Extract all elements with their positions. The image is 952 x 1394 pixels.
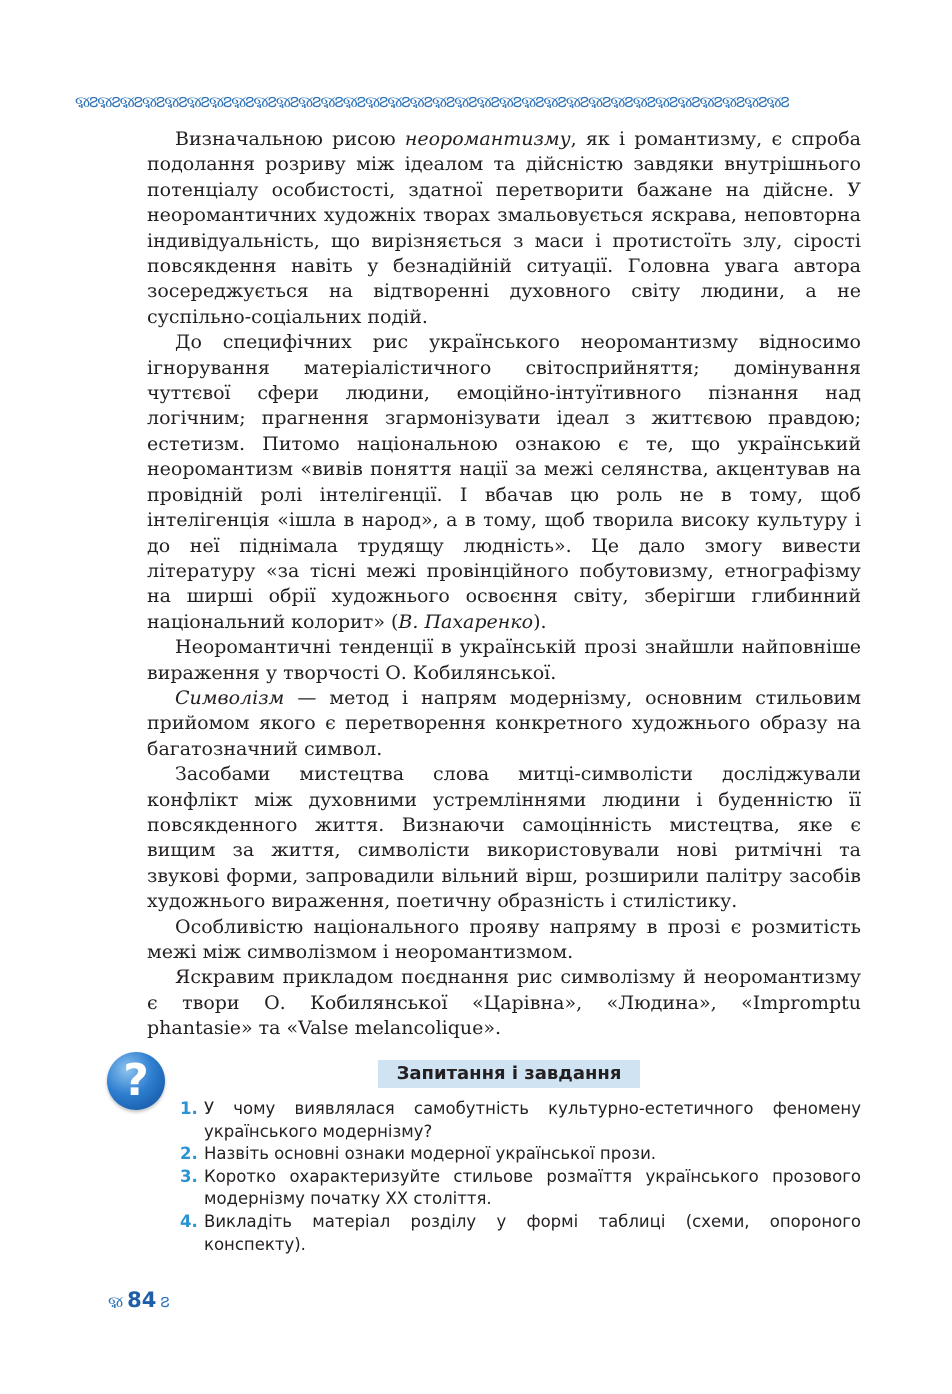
italic-citation: В. Пахаренко [398, 610, 534, 633]
paragraph: Особливістю національного прояву напряму в прозі є розмитість межі між символізмом і неоромантизмом. [147, 915, 861, 963]
question-number: 2. [180, 1144, 198, 1164]
paragraph: Яскравим прикладом поєднання рис символізму й неоромантизму є твори О. Кобилянської «Царівна», «Людина», «Impromptu phantasie» та «Valse melancolique». [147, 966, 861, 1040]
text-run: До специфічних рис українського неоромантизму відносимо ігнорування матеріалістичного світосприйняття; домінування чуттєвої сфери людини, емоційно-інтуїтивного пізнання над логічним; прагнення згармонізувати ідеал з життєвою правдою; естетизм. Питомо національною ознакою є те, що український неоромантизм «вивів поняття нації за межі селянства, акцентував на провідній ролі інтелігенції. І вбачав цю роль не в тому, щоб інтелігенція «ішла в народ», а в тому, щоб творила високу культуру і до неї піднімала трудящу людність». Це дало змогу вивести літературу «за тісні межі провінційного побутовизму, етнографізму на ширші обрії художнього освоєння світу, зберігши глибинний національний колорит» ( [147, 331, 861, 633]
question-number: 4. [180, 1211, 198, 1231]
paragraph [147, 686, 861, 762]
main-text [147, 127, 861, 1042]
paragraph: Неоромантичні тенденції в українській прозі знайшли найповніше вираження у творчості О. Кобилянської. [147, 636, 861, 684]
question-item [180, 1098, 861, 1143]
text-run: , як і романтизму, є спроба подолання розриву між ідеалом та дійсністю завдяки внутрішнього потенціалу особистості, здатної перетворити бажане на дійсне. У неоромантичних художніх творах змальовується яскрава, неповторна індивідуальність, що вирізняється з маси і протистоїть злу, сірості повсякдення навіть у безнадійній ситуації. Головна увага автора зосереджується на відтворенні духовного світу людини, а не суспільно-соціальних подій. [147, 128, 861, 328]
text-run: ). [533, 610, 547, 633]
italic-term: неоромантизму [404, 128, 571, 150]
ornament-right-icon: ౭ [160, 1292, 170, 1311]
question-number: 3. [180, 1166, 198, 1186]
question-item [180, 1166, 861, 1211]
text-run: — метод і напрям модернізму, основним стильовим прийомом якого є перетворення конкретного художнього образу на багатозначний символ. [147, 686, 861, 760]
paragraph [147, 330, 861, 635]
paragraph [147, 127, 861, 330]
question-text: У чому виявлялася самобутність культурно-естетичного феномену українського модернізму? [204, 1099, 861, 1141]
question-text: Викладіть матеріал розділу у формі таблиці (схеми, опороного конспекту). [204, 1211, 861, 1254]
ornament-left-icon: ૹ [108, 1292, 124, 1311]
question-text: Коротко охарактеризуйте стильове розмаїття українського прозового модернізму початку ХХ століття. [204, 1166, 861, 1209]
header-ornament: ૹ౭ૹ౭ૹ౭ૹ౭ૹ౭ૹ౭ૹ౭ૹ౭ૹ౭ૹ౭ૹ౭ૹ౭ૹ౭ૹ౭ૹ౭ૹ౭ૹ౭ૹ౭ૹ౭ૹ౭ૹ౭ૹ౭ૹ౭ૹ౭ૹ౭ૹ౭ૹ౭ૹ౭ૹ౭ૹ౭ૹ౭ૹ౭ [75, 92, 789, 111]
page-footer [108, 1288, 170, 1314]
question-number: 1. [180, 1099, 198, 1118]
italic-term: Символізм [175, 686, 285, 709]
question-item [180, 1211, 861, 1256]
page-number: 84 [127, 1288, 157, 1312]
question-text: Назвіть основні ознаки модерної української прози. [204, 1144, 657, 1164]
question-icon: ? [107, 1052, 165, 1110]
questions-list [180, 1098, 861, 1256]
paragraph: Засобами мистецтва слова митці-символісти досліджували конфлікт між духовними устремліннями людини і буденністю її повсякденного життя. Визнаючи самоцінність мистецтва, яке є вищим за життя, символісти використовували нові ритмічні та звукові форми, запровадили вільний вірш, розширили палітру засобів художнього вираження, поетичну образність і стилістику. [147, 763, 861, 913]
text-run: Визначальною рисою [175, 128, 405, 150]
questions-heading: Запитання і завдання [378, 1060, 640, 1088]
question-item [180, 1143, 861, 1166]
